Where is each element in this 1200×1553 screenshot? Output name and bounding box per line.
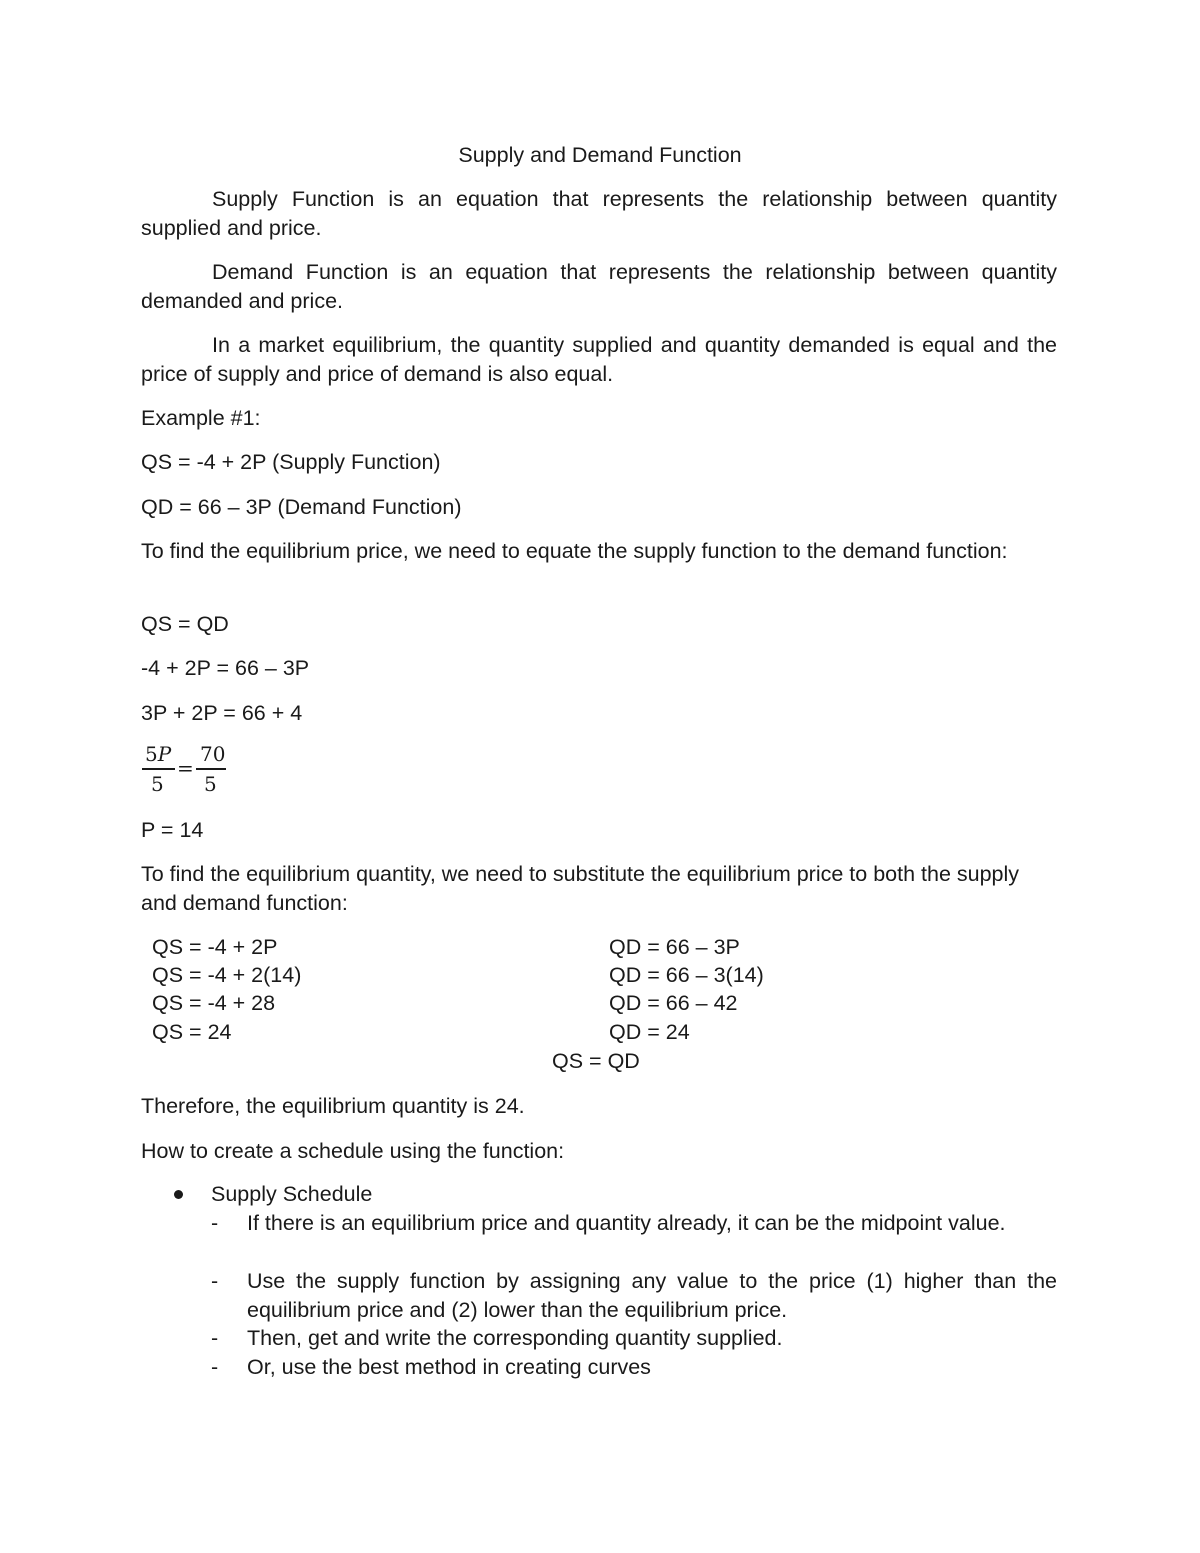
fraction-left-numerator bbox=[145, 742, 171, 766]
supply-definition: Supply Function is an equation that represents the relationship between quantity supplied and price. bbox=[141, 187, 1057, 240]
equilibrium-definition: In a market equilibrium, the quantity supplied and quantity demanded is equal and the price of supply and price of demand is also equal. bbox=[141, 333, 1057, 386]
step-line: 3P + 2P = 66 + 4 bbox=[141, 701, 303, 725]
price-intro: To find the equilibrium price, we need to equate the supply function to the demand function: bbox=[141, 539, 1008, 563]
qd-step: QD = 24 bbox=[609, 1020, 690, 1044]
fraction-right-denominator: 5 bbox=[204, 772, 217, 796]
list-item: Then, get and write the corresponding quantity supplied. bbox=[247, 1326, 783, 1350]
qd-step: QD = 66 – 42 bbox=[609, 991, 738, 1015]
fraction-right-numerator: 70 bbox=[200, 742, 226, 766]
list-item: If there is an equilibrium price and quantity already, it can be the midpoint value. bbox=[247, 1211, 1006, 1235]
list-item: Or, use the best method in creating curves bbox=[247, 1355, 651, 1379]
conclusion: Therefore, the equilibrium quantity is 24. bbox=[141, 1094, 525, 1118]
list-item: Use the supply function by assigning any value to the price (1) higher than the equilibrium price and (2) lower than the equilibrium price. bbox=[247, 1269, 1057, 1322]
qs-step: QS = -4 + 2P bbox=[152, 935, 278, 959]
step-line: -4 + 2P = 66 – 3P bbox=[141, 656, 310, 680]
dash-marker: - bbox=[211, 1269, 219, 1293]
bullet-label: Supply Schedule bbox=[211, 1182, 373, 1206]
dash-marker: - bbox=[211, 1211, 219, 1235]
schedule-intro: How to create a schedule using the function: bbox=[141, 1139, 565, 1163]
fraction-bar-right bbox=[196, 768, 226, 770]
qs-function: QS = -4 + 2P (Supply Function) bbox=[141, 450, 441, 474]
numerator-coefficient: 5 bbox=[145, 742, 158, 766]
qs-step: QS = -4 + 28 bbox=[152, 991, 276, 1015]
example-heading: Example #1: bbox=[141, 406, 261, 430]
dash-marker: - bbox=[211, 1355, 219, 1379]
page-title: Supply and Demand Function bbox=[458, 143, 742, 167]
fraction-bar-left bbox=[142, 768, 175, 770]
qd-step: QD = 66 – 3P bbox=[609, 935, 740, 959]
fraction-equals: = bbox=[177, 756, 194, 780]
quantity-intro: To find the equilibrium quantity, we need to substitute the equilibrium price to both the supply and demand function: bbox=[141, 862, 1020, 915]
price-result: P = 14 bbox=[141, 818, 204, 842]
step-line: QS = QD bbox=[141, 612, 229, 636]
qd-function: QD = 66 – 3P (Demand Function) bbox=[141, 495, 462, 519]
dash-marker: - bbox=[211, 1326, 219, 1350]
qd-step: QD = 66 – 3(14) bbox=[609, 963, 764, 987]
numerator-variable: P bbox=[157, 742, 172, 766]
fraction-left-denominator: 5 bbox=[151, 772, 164, 796]
demand-definition: Demand Function is an equation that represents the relationship between quantity demanded and price. bbox=[141, 260, 1057, 313]
qs-step: QS = -4 + 2(14) bbox=[152, 963, 302, 987]
qs-equals-qd: QS = QD bbox=[552, 1049, 640, 1073]
bullet-icon bbox=[174, 1190, 183, 1199]
qs-step: QS = 24 bbox=[152, 1020, 232, 1044]
